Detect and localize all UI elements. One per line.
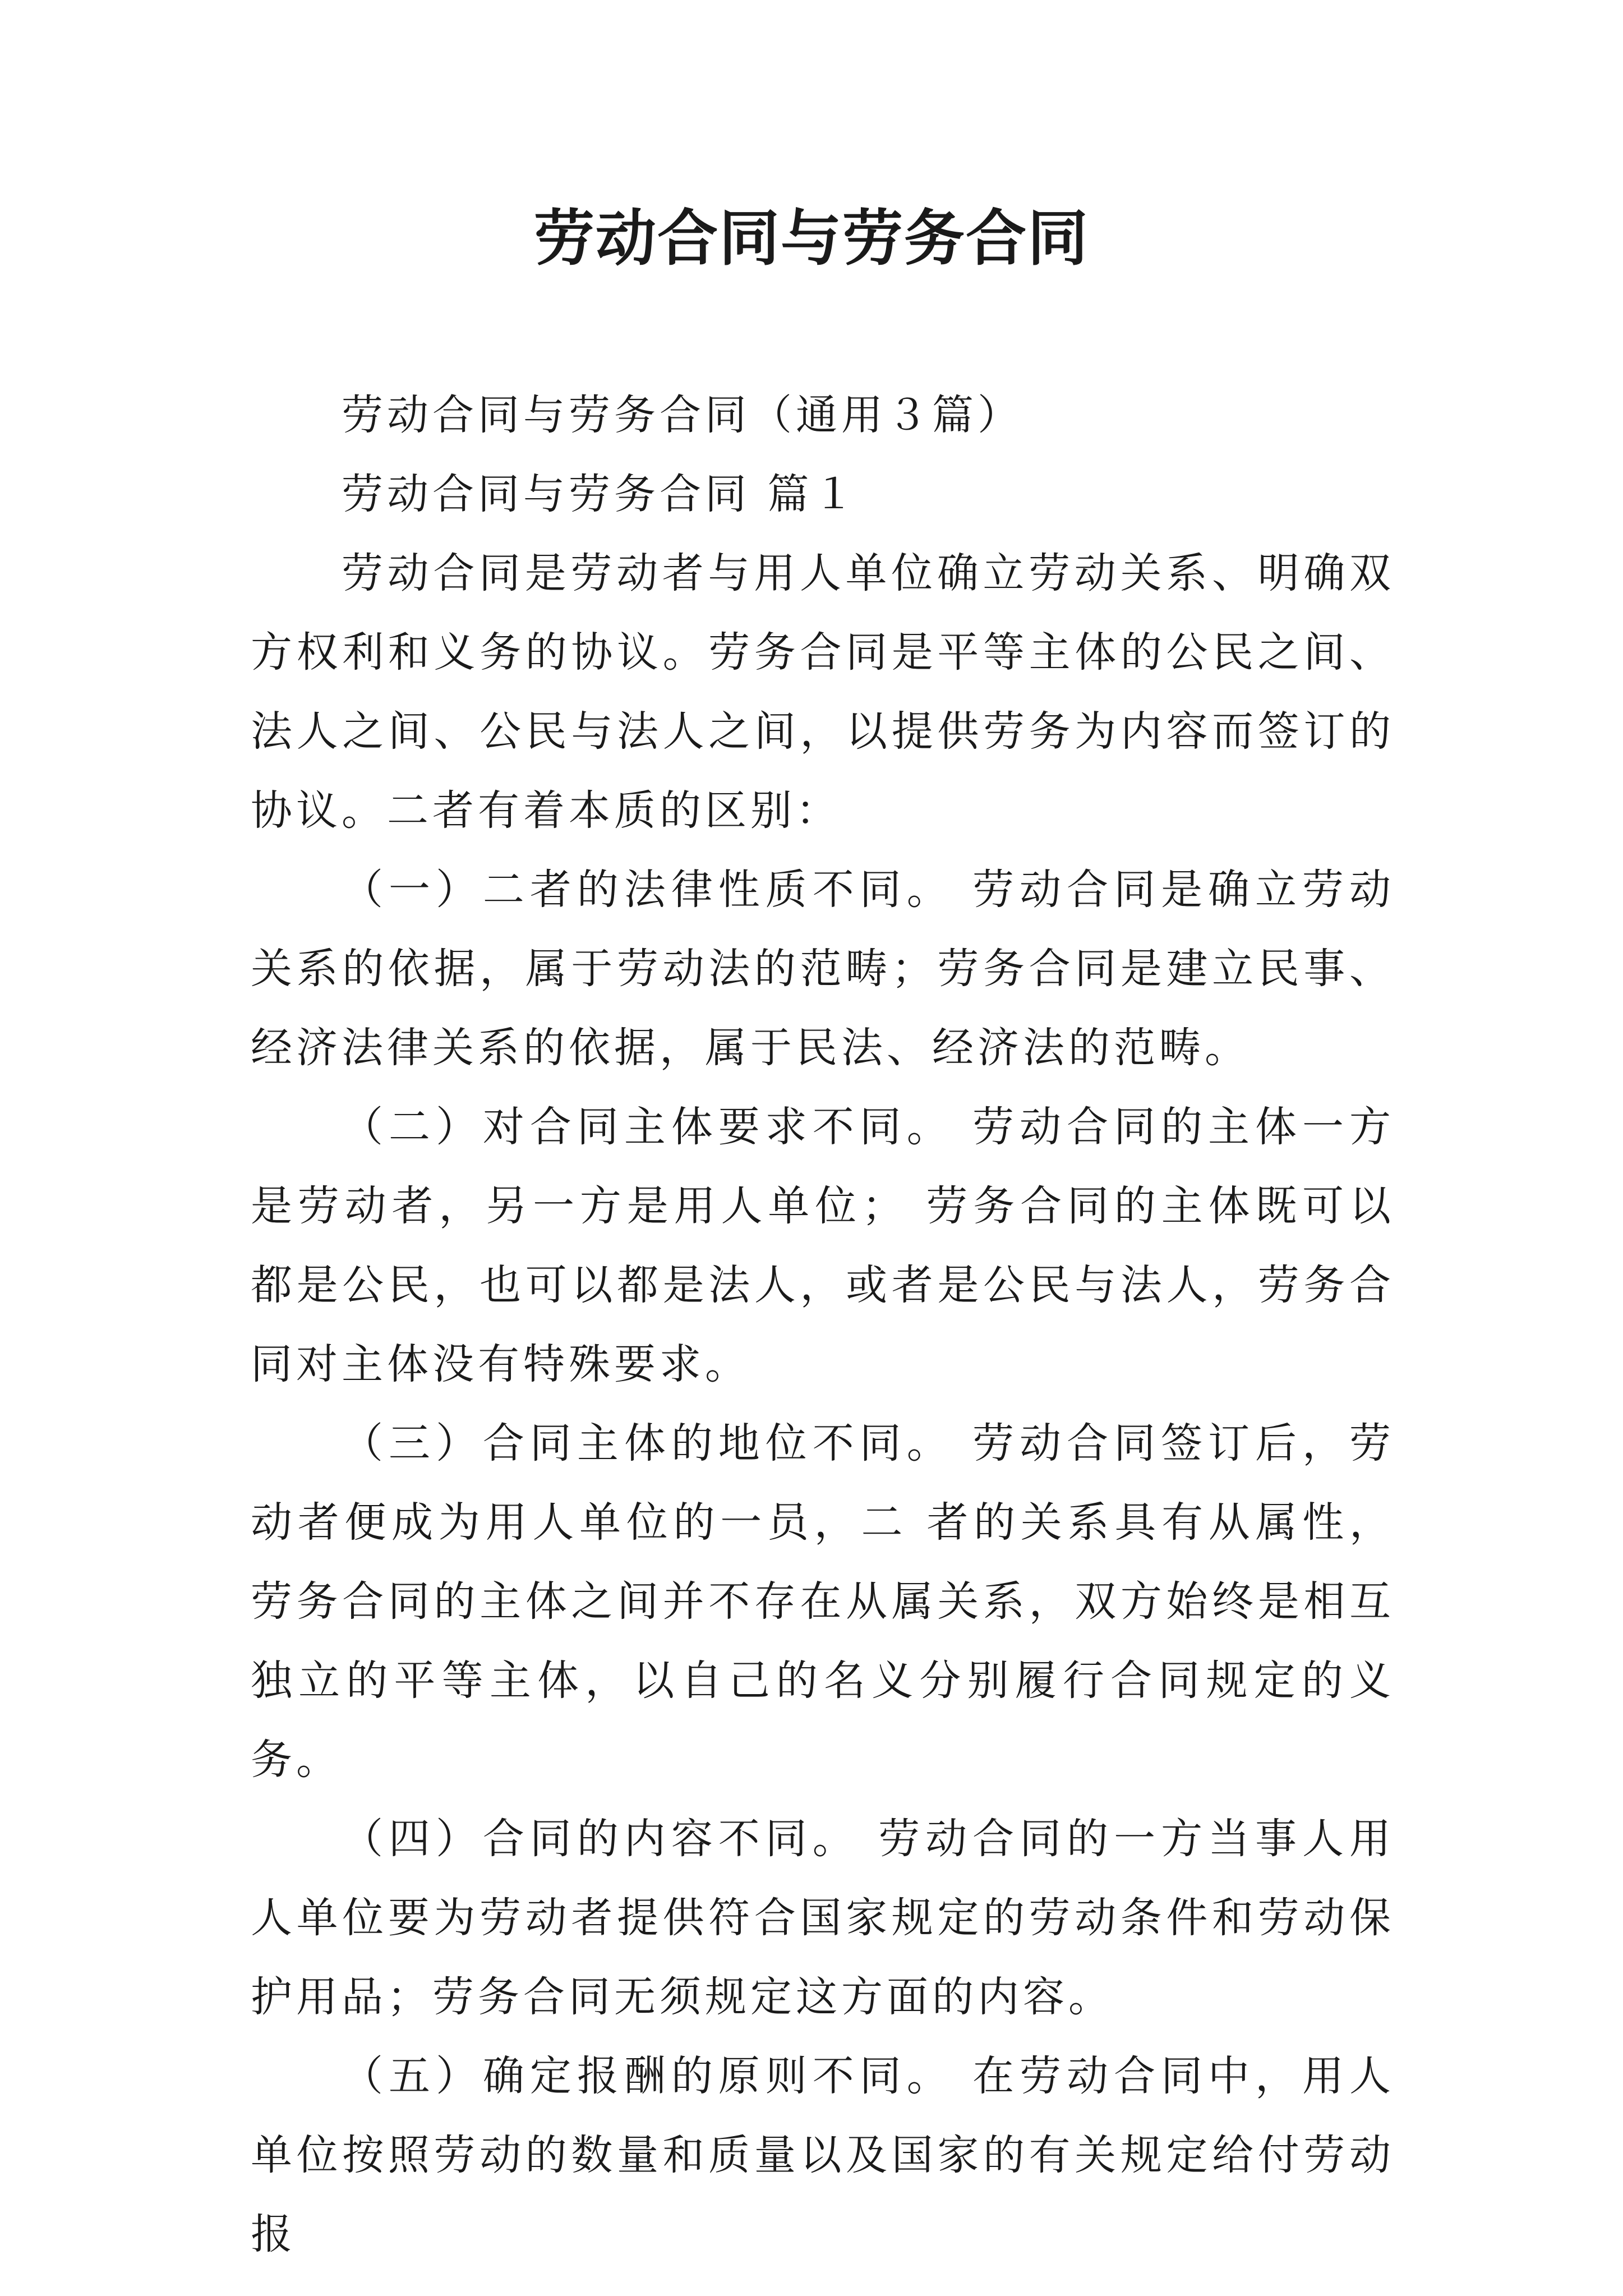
point-4-paragraph: （四）合同的内容不同。 劳动合同的一方当事人用人单位要为劳动者提供符合国家规定的劳动条件和劳动保护用品；劳务合同无须规定这方面的内容。 [251,1815,1395,2021]
section-heading: 劳动合同与劳务合同 篇１ [342,470,859,518]
subtitle-paragraph: 劳动合同与劳务合同（通用３篇） [342,391,1023,439]
document-title: 劳动合同与劳务合同 [533,203,1089,274]
point-2-paragraph: （二）对合同主体要求不同。 劳动合同的主体一方是劳动者，另一方是用人单位； 劳务合同的主体既可以都是公民，也可以都是法人，或者是公民与法人，劳务合同对主体没有特殊要求。 [251,1103,1395,1388]
intro-paragraph: 劳动合同是劳动者与用人单位确立劳动关系、明确双方权利和义务的协议。劳务合同是平等主体的公民之间、法人之间、公民与法人之间，以提供劳务为内容而签订的协议。二者有着本质的区别： [251,549,1395,835]
point-5-paragraph: （五）确定报酬的原则不同。 在劳动合同中，用人单位按照劳动的数量和质量以及国家的有关规定给付劳动报 [251,2052,1395,2258]
document-body [251,376,1395,2274]
point-3-paragraph: （三）合同主体的地位不同。 劳动合同签订后，劳动者便成为用人单位的一员，二 者的关系具有从属性，劳务合同的主体之间并不存在从属关系，双方始终是相互独立的平等主体，以自己的名义分别履行合同规定的义务。 [251,1419,1395,1784]
point-1-paragraph: （一）二者的法律性质不同。 劳动合同是确立劳动关系的依据，属于劳动法的范畴；劳务合同是建立民事、经济法律关系的依据，属于民法、经济法的范畴。 [251,866,1395,1072]
